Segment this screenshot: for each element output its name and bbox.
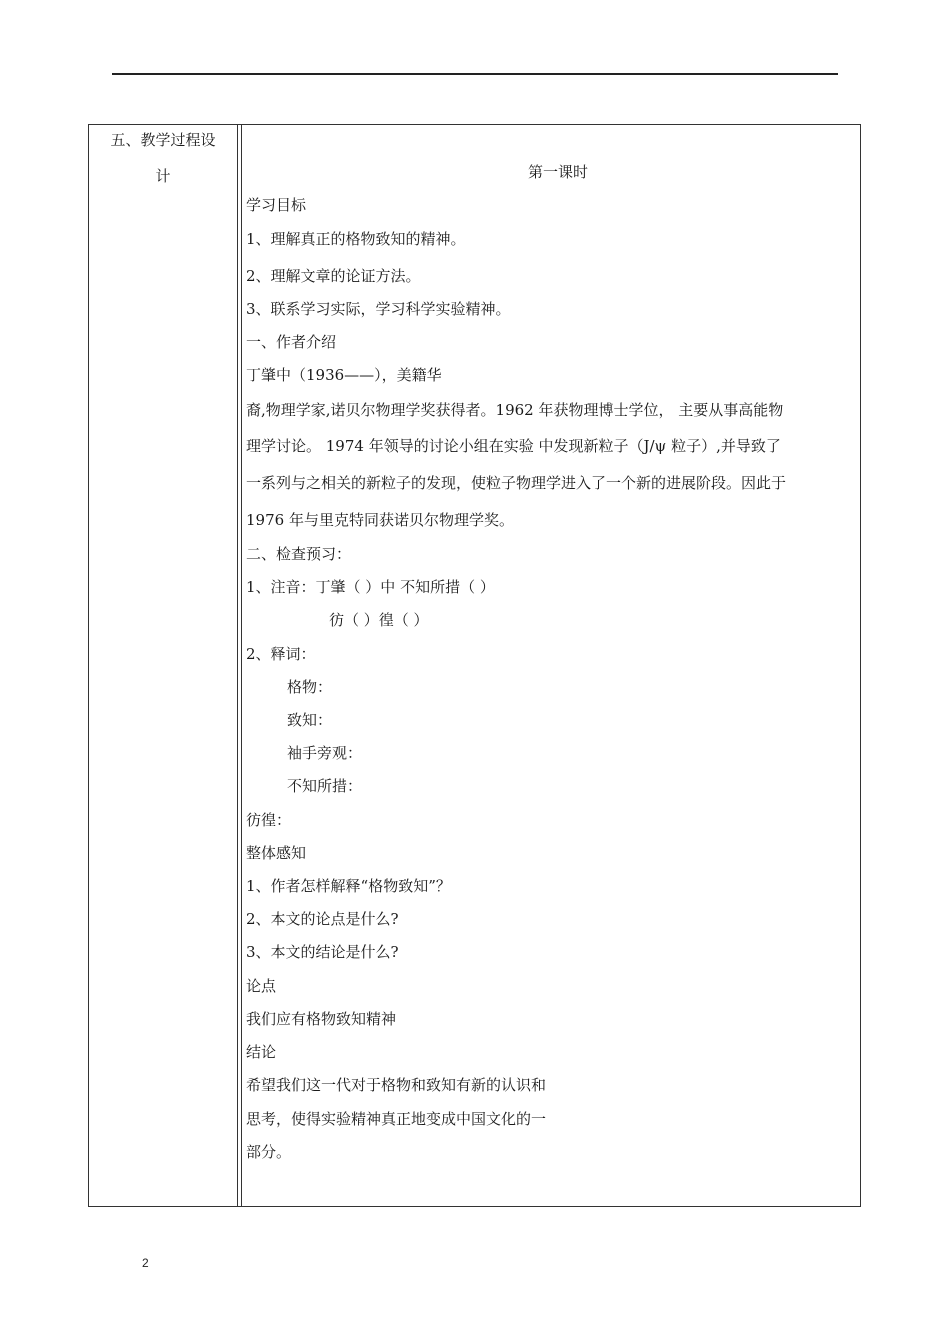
conclusion-line: 思考，使得实验精神真正地变成中国文化的一 [246, 1110, 547, 1128]
section-label-line2: 计 [155, 167, 171, 185]
pinyin-line: 彷（ ）徨（ ） [329, 611, 429, 629]
term-item: 致知： [287, 711, 333, 729]
author-line: 一系列与之相关的新粒子的发现，使粒子物理学进入了一个新的进展阶段。因此于 [246, 474, 787, 492]
objectives-heading: 学习目标 [246, 196, 307, 214]
question-item: 3、本文的结论是什么? [246, 943, 399, 961]
author-line: 1976 年与里克特同获诺贝尔物理学奖。 [246, 511, 514, 529]
term-item: 袖手旁观： [287, 744, 363, 762]
question-item: 1、作者怎样解释“格物致知”？ [246, 877, 451, 895]
page-number: 2 [142, 1256, 149, 1270]
conclusion-line: 希望我们这一代对于格物和致知有新的认识和 [246, 1076, 547, 1094]
author-line: 裔,物理学家,诺贝尔物理学奖获得者。1962 年获物理博士学位， 主要从事高能物 [246, 401, 784, 419]
author-line: 丁肇中（1936——），美籍华 [246, 366, 442, 384]
header-rule [112, 73, 838, 75]
conclusion-line: 部分。 [246, 1143, 292, 1161]
preview-heading: 二、检查预习： [246, 545, 352, 563]
pinyin-line: 1、注音：丁肇（ ）中 不知所措（ ） [246, 578, 495, 596]
content-cell [89, 125, 860, 1206]
argument-text: 我们应有格物致知精神 [246, 1010, 397, 1028]
term-item: 彷徨： [246, 811, 292, 829]
section-label-line1: 五、教学过程设 [110, 131, 216, 149]
objective-item: 1、理解真正的格物致知的精神。 [246, 230, 466, 248]
term-item: 格物： [287, 678, 333, 696]
lesson-table [88, 124, 861, 1207]
author-heading: 一、作者介绍 [246, 333, 337, 351]
term-item: 不知所措： [287, 777, 363, 795]
author-line: 理学讨论。 1974 年领导的讨论小组在实验 中发现新粒子（J/ψ 粒子）,并导致了 [246, 437, 781, 455]
conclusion-label: 结论 [246, 1043, 277, 1061]
lesson-title: 第一课时 [528, 163, 589, 181]
define-heading: 2、释词： [246, 645, 316, 663]
objective-item: 2、理解文章的论证方法。 [246, 267, 421, 285]
question-item: 2、本文的论点是什么? [246, 910, 399, 928]
overall-heading: 整体感知 [246, 844, 307, 862]
objective-item: 3、联系学习实际，学习科学实验精神。 [246, 300, 511, 318]
argument-label: 论点 [246, 977, 277, 995]
